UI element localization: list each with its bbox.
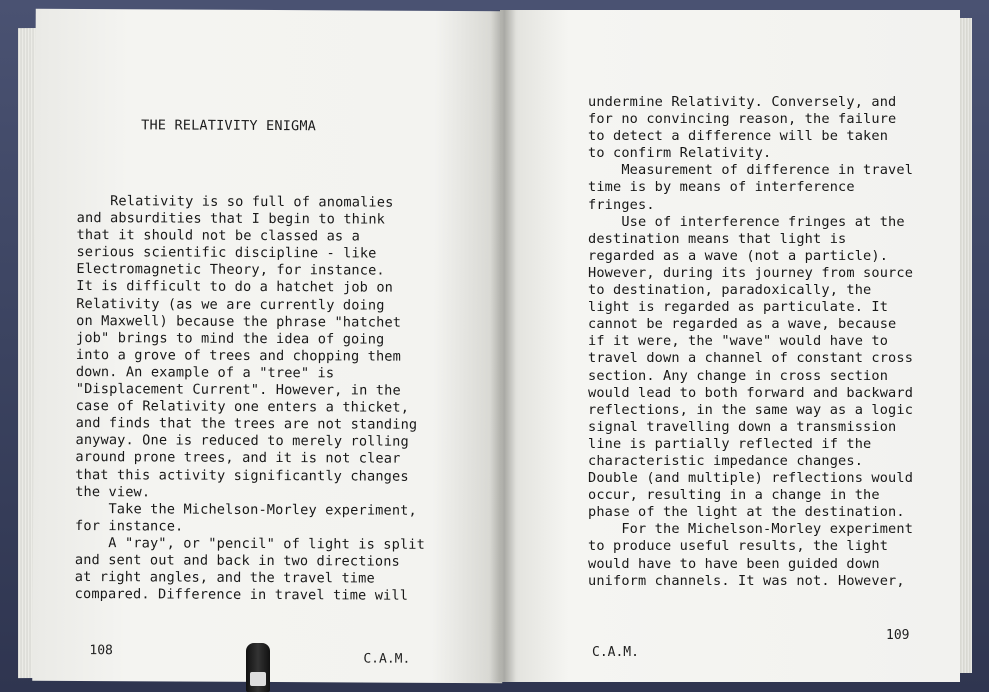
chapter-title: THE RELATIVITY ENIGMA [141, 117, 317, 135]
left-page-footer: C.A.M. [363, 651, 411, 667]
right-page-number: 109 [886, 628, 910, 643]
left-page-body: Relativity is so full of anomalies and absurdities that I begin to think that it should not be classed as a serious scientific discipline - like Electromagnetic Theory, for instance. It is difficult to do a hatchet job on Relativity (as we are currently doing on Maxwell) because the phrase "hatchet job" brings to mind the idea of going into a grove of trees and chopping them down. An example of a "tree" is "Displacement Current". However, in the case of Relativity one enters a thicket, and finds that the trees are not standing anyway. One is reduced to merely rolling around prone trees, and it is not clear that this activity significantly changes the view. Take the Michelson-Morley experiment, for instance. A "ray", or "pencil" of light is split and sent out and back in two directions at right angles, and the travel time compared. Difference in travel time will [74, 192, 426, 604]
left-page-number: 108 [89, 643, 113, 659]
left-page [32, 9, 506, 683]
right-page [500, 10, 960, 682]
book-gutter [490, 10, 516, 682]
bookmark-tip [250, 672, 266, 686]
right-page-body: undermine Relativity. Conversely, and for no convincing reason, the failure to detect a difference will be taken to confirm Relativity. Measurement of difference in travel time is by means of interference fringes. Use of interference fringes at the destination means that light is regarded as a wave (not a particle). However, during its journey from source to destination, paradoxically, the light is regarded as particulate. It cannot be regarded as a wave, because if it were, the "wave" would have to travel down a channel of constant cross section. Any change in cross section would lead to both forward and backward reflections, in the same way as a logic signal travelling down a transmission line is partially reflected if the characteristic impedance changes. Double (and multiple) reflections would occur, resulting in a change in the phase of the light at the destination. For the Michelson-Morley experiment to produce useful results, the light would have to have been guided down uniform channels. It was not. However, [588, 94, 914, 589]
right-page-footer: C.A.M. [592, 645, 639, 660]
